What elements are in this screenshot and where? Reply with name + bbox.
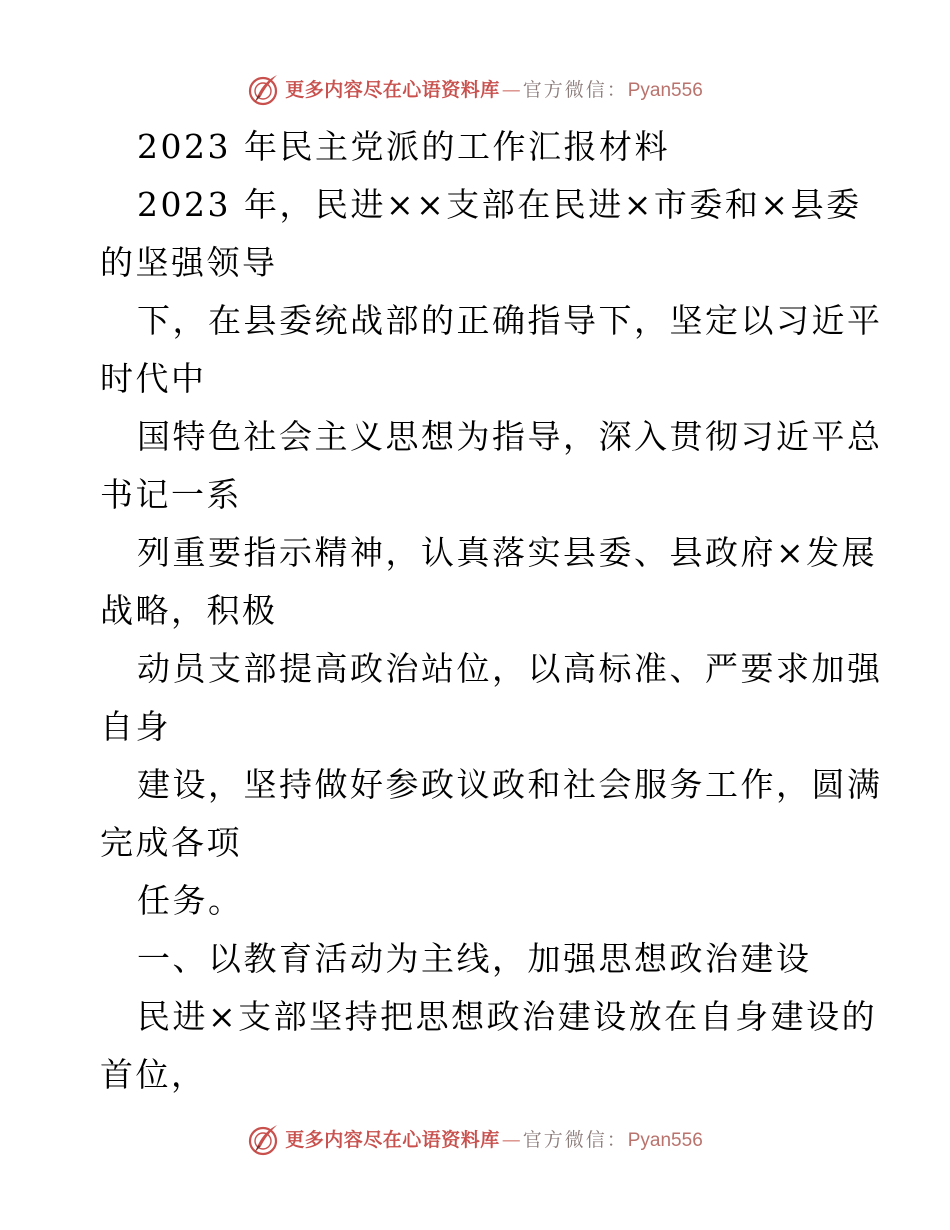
text-line: 民进×支部坚持把思想政治建设放在自身建设的 bbox=[137, 997, 878, 1036]
banner-wechat-label: 官方微信： bbox=[522, 78, 628, 101]
text-line: 建设，坚持做好参政议政和社会服务工作，圆满 bbox=[137, 765, 883, 804]
text-line: 战略，积极 bbox=[100, 591, 278, 630]
banner-wechat-id: Pyan556 bbox=[627, 79, 703, 101]
text-line: 动员支部提高政治站位，以高标准、严要求加强 bbox=[137, 649, 883, 688]
text-line: 下，在县委统战部的正确指导下，坚定以习近平 bbox=[137, 301, 883, 340]
text-line: 2023 年，民进××支部在民进×市委和×县委 bbox=[137, 185, 862, 224]
banner-wechat-label: 官方微信： bbox=[522, 1128, 628, 1151]
document-title: 2023 年民主党派的工作汇报材料 bbox=[137, 127, 670, 166]
section-heading: 一、以教育活动为主线，加强思想政治建设 bbox=[137, 939, 812, 978]
footer-banner bbox=[0, 1122, 950, 1158]
banner-dash: — bbox=[501, 1128, 521, 1151]
banner-slogan: 更多内容尽在心语资料库 bbox=[285, 78, 500, 101]
quill-logo-icon bbox=[247, 1123, 281, 1157]
document-body bbox=[100, 118, 883, 1104]
text-line: 任务。 bbox=[137, 881, 244, 920]
text-line: 时代中 bbox=[100, 359, 207, 398]
text-line: 首位， bbox=[100, 1055, 207, 1094]
header-banner bbox=[0, 72, 950, 108]
banner-slogan: 更多内容尽在心语资料库 bbox=[285, 1128, 500, 1151]
text-line: 国特色社会主义思想为指导，深入贯彻习近平总 bbox=[137, 417, 883, 456]
text-line: 自身 bbox=[100, 707, 171, 746]
banner-wechat-id: Pyan556 bbox=[627, 1129, 703, 1151]
text-line: 书记一系 bbox=[100, 475, 242, 514]
text-line: 完成各项 bbox=[100, 823, 242, 862]
banner-dash: — bbox=[501, 78, 521, 101]
quill-logo-icon bbox=[247, 73, 281, 107]
text-line: 的坚强领导 bbox=[100, 243, 278, 282]
text-line: 列重要指示精神，认真落实县委、县政府×发展 bbox=[137, 533, 878, 572]
